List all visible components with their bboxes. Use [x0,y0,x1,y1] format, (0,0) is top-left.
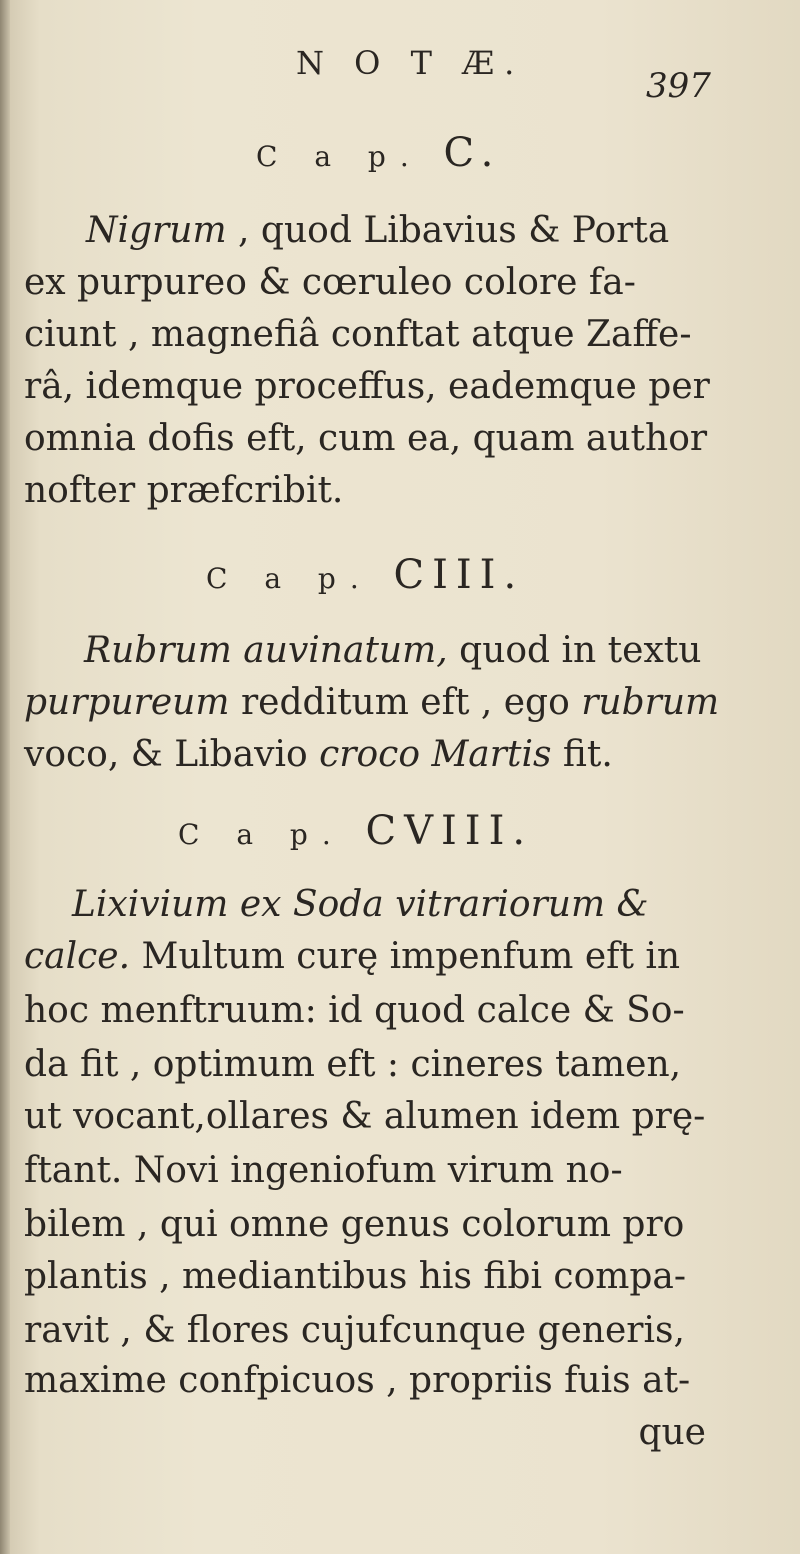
text-line: ex purpureo & cœruleo colore fa- [24,262,636,303]
chapter-number: CIII. [393,552,525,598]
text-line: ut vocant,ollares & alumen idem prę- [24,1096,706,1137]
text-line: bilem , qui omne genus colorum pro [24,1204,685,1245]
text-line: ftant. Novi ingeniofum virum no- [24,1150,623,1191]
page-gutter [0,0,10,1554]
text-line: purpureum redditum eft , ego rubrum [24,682,720,723]
chapter-heading-c [256,130,501,176]
running-head: N O T Æ. [296,44,525,82]
chapter-number: C. [443,130,502,176]
text-line: Nigrum , quod Libavius & Porta [86,210,670,251]
chapter-number: CVIII. [365,808,534,854]
chapter-cap-label: C a p. [256,140,423,173]
text-line: plantis , mediantibus his fibi compa- [24,1256,687,1297]
chapter-cap-label: C a p. [178,818,345,851]
text-line: ciunt , magnefiâ conftat atque Zaffe- [24,314,692,355]
chapter-heading-ciii [206,552,524,598]
text-line: omnia dofis eft, cum ea, quam author [24,418,708,459]
chapter-cap-label: C a p. [206,562,373,595]
text-line: voco, & Libavio croco Martis fit. [24,734,613,775]
chapter-heading-cviii [178,808,533,854]
text-line: Rubrum auvinatum, quod in textu [84,630,702,671]
text-line: nofter præfcribit. [24,470,344,511]
text-line: da fit , optimum eft : cineres tamen, [24,1044,682,1085]
text-line: calce. Multum curę impenfum eft in [24,936,681,977]
text-line: maxime confpicuos , propriis fuis at- [24,1360,691,1401]
text-line: Lixivium ex Soda vitrariorum & [72,884,649,925]
text-line: hoc menftruum: id quod calce & So- [24,990,685,1031]
catchword: que [638,1412,706,1453]
text-line: râ, idemque proceffus, eademque per [24,366,710,407]
text-line: ravit , & flores cujufcunque generis, [24,1310,685,1351]
page-number: 397 [646,66,711,106]
